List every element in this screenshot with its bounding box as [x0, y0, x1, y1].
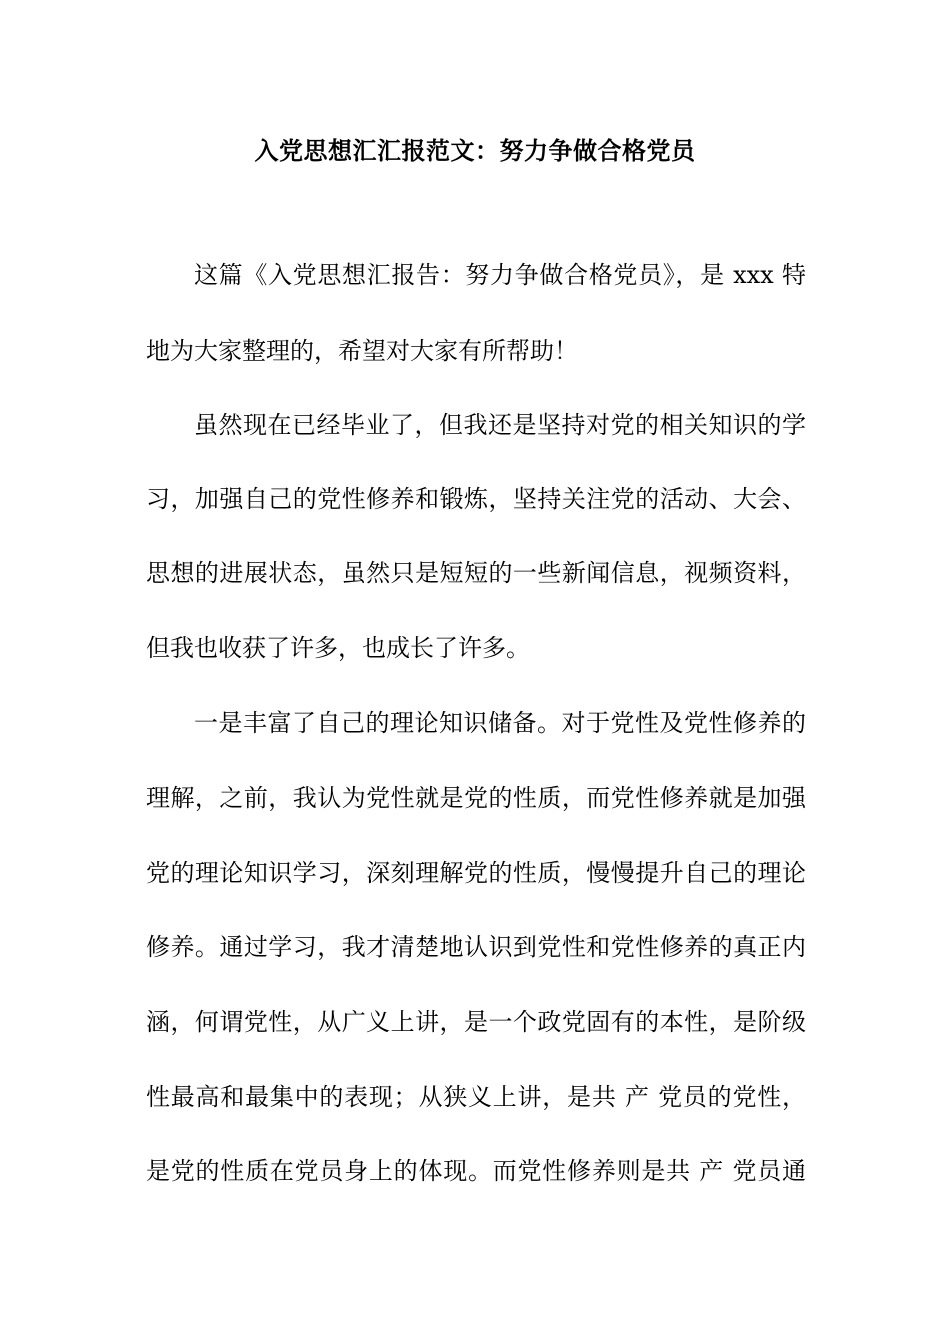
paragraph-2-line-2: 习，加强自己的党性修养和锻炼，坚持关注党的活动、大会、	[146, 485, 806, 513]
paragraph-3-line-1: 一是丰富了自己的理论知识储备。对于党性及党性修养的	[194, 709, 806, 737]
paragraph-3-line-6: 性最高和最集中的表现；从狭义上讲，是共 产 党员的党性，	[146, 1083, 806, 1111]
paragraph-3-line-2: 理解，之前，我认为党性就是党的性质，而党性修养就是加强	[146, 784, 806, 812]
paragraph-3-line-4: 修养。通过学习，我才清楚地认识到党性和党性修养的真正内	[146, 933, 806, 961]
paragraph-3-line-3: 党的理论知识学习，深刻理解党的性质，慢慢提升自己的理论	[146, 859, 806, 887]
paragraph-1-line-2: 地为大家整理的，希望对大家有所帮助！	[146, 337, 578, 365]
paragraph-2-line-1: 虽然现在已经毕业了，但我还是坚持对党的相关知识的学	[194, 411, 806, 439]
paragraph-2-line-4: 但我也收获了许多，也成长了许多。	[146, 634, 530, 662]
paragraph-1-line-1: 这篇《入党思想汇报告：努力争做合格党员》，是 xxx 特	[194, 261, 806, 289]
paragraph-3-line-5: 涵，何谓党性，从广义上讲，是一个政党固有的本性，是阶级	[146, 1008, 806, 1036]
paragraph-3-line-7: 是党的性质在党员身上的体现。而党性修养则是共 产 党员通	[146, 1157, 806, 1185]
document-title: 入党思想汇汇报范文：努力争做合格党员	[254, 136, 696, 165]
paragraph-2-line-3: 思想的进展状态，虽然只是短短的一些新闻信息，视频资料，	[146, 559, 806, 587]
